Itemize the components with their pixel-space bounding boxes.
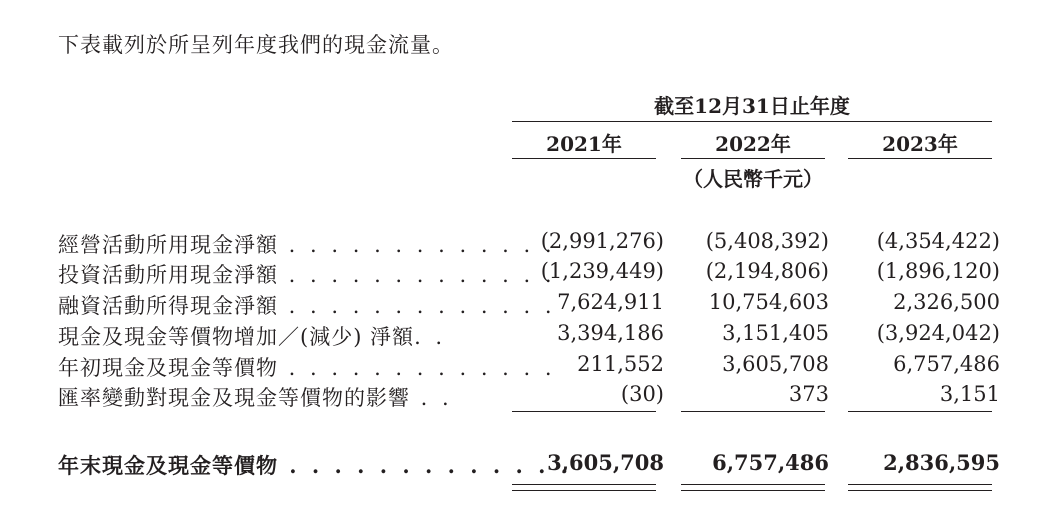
total-row: [0, 450, 1044, 481]
value-2022: 3,151,405: [722, 321, 829, 345]
year-underline-2022: [681, 158, 825, 159]
year-header-2023: 2023年: [882, 132, 958, 156]
subtotal-line-2021: [512, 411, 656, 412]
value-2023: 3,151: [939, 382, 1000, 406]
total-value-2021: 3,605,708: [547, 450, 664, 475]
table-row: [0, 352, 1044, 383]
dot-leader: . . . . . . . . . . . . .: [278, 263, 556, 287]
row-label-text: 融資活動所得現金淨額: [58, 294, 278, 318]
table-row: [0, 382, 1044, 413]
value-2021: (1,239,449): [540, 259, 664, 283]
dot-leader: . .: [414, 325, 447, 349]
period-underline: [512, 121, 992, 122]
value-2023: 6,757,486: [893, 352, 1000, 376]
double-underline-2021: [512, 484, 656, 491]
row-label-text: 年初現金及現金等價物: [58, 356, 278, 380]
year-underline-2023: [848, 158, 992, 159]
period-header: 截至12月31日止年度: [654, 94, 850, 118]
table-row: [0, 259, 1044, 290]
row-label-text: 匯率變動對現金及現金等價物的影響: [58, 386, 410, 410]
value-2022: 373: [788, 382, 829, 406]
value-2023: (3,924,042): [876, 321, 1000, 345]
total-label: [58, 450, 573, 480]
double-underline-2023: [848, 484, 992, 491]
value-2022: (5,408,392): [705, 229, 829, 253]
value-2022: 10,754,603: [708, 290, 829, 314]
year-underline-2021: [512, 158, 656, 159]
row-label: [58, 290, 556, 320]
intro-text: 下表載列於所呈列年度我們的現金流量。: [58, 33, 454, 57]
table-row: [0, 229, 1044, 260]
row-label: [58, 352, 556, 382]
value-2023: (4,354,422): [876, 229, 1000, 253]
value-2021: 3,394,186: [557, 321, 664, 345]
value-2021: 211,552: [577, 352, 664, 376]
row-label-text: 經營活動所用現金淨額: [58, 233, 278, 257]
value-2021: (2,991,276): [540, 229, 664, 253]
value-2023: (1,896,120): [876, 259, 1000, 283]
row-label: [58, 259, 556, 289]
subtotal-line-2022: [681, 411, 825, 412]
total-value-2023: 2,836,595: [883, 450, 1000, 475]
year-header-2022: 2022年: [715, 132, 791, 156]
dot-leader: . . . . . . . . . . . . .: [278, 294, 556, 318]
year-header-2021: 2021年: [546, 132, 622, 156]
row-label: [58, 321, 488, 351]
value-2021: 7,624,911: [557, 290, 664, 314]
row-label-text: 現金及現金等價物增加／(減少) 淨額: [58, 325, 415, 349]
dot-leader: . . . . . . . . . . . . .: [278, 453, 573, 478]
row-label-text: 投資活動所用現金淨額: [58, 263, 278, 287]
dot-leader: . . . . . . . . . . . . .: [278, 233, 556, 257]
unit-label: （人民幣千元）: [683, 167, 823, 191]
total-label-text: 年末現金及現金等價物: [58, 453, 278, 478]
value-2021: (30): [620, 382, 664, 406]
value-2022: 3,605,708: [722, 352, 829, 376]
subtotal-line-2023: [848, 411, 992, 412]
table-row: [0, 321, 1044, 352]
value-2023: 2,326,500: [893, 290, 1000, 314]
total-value-2022: 6,757,486: [712, 450, 829, 475]
dot-leader: . .: [410, 386, 453, 410]
dot-leader: . . . . . . . . . . . . .: [278, 356, 556, 380]
double-underline-2022: [681, 484, 825, 491]
value-2022: (2,194,806): [705, 259, 829, 283]
table-row: [0, 290, 1044, 321]
row-label: [58, 382, 488, 412]
row-label: [58, 229, 556, 259]
